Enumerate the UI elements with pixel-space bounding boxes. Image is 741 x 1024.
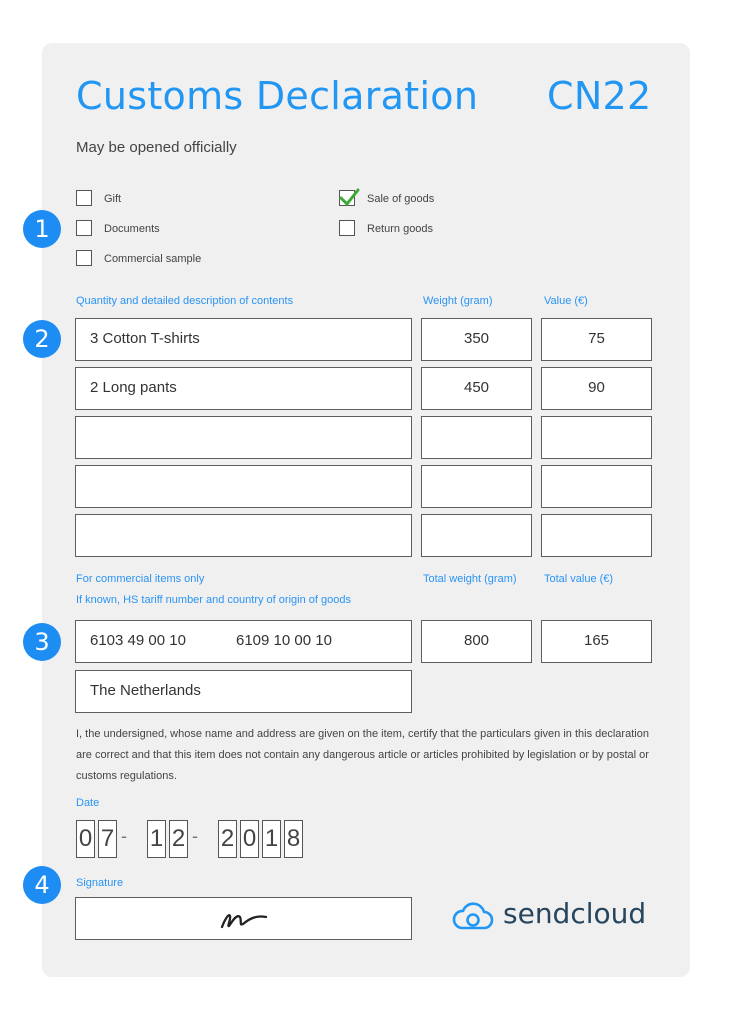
weight-header: Weight (gram) [423,295,493,307]
cloud-icon [451,900,495,932]
item-weight-field[interactable] [421,514,532,557]
step-badge-4: 4 [23,866,61,904]
item-weight-field[interactable]: 350 [421,318,532,361]
commercial-sample-checkbox[interactable] [76,250,92,266]
item-value-field[interactable] [541,465,652,508]
description-header: Quantity and detailed description of contents [76,295,294,307]
hs-tariff-field[interactable] [75,620,412,663]
item-value-field[interactable]: 90 [541,367,652,410]
date-digit[interactable]: 0 [240,820,259,858]
total-value-field[interactable]: 165 [541,620,652,663]
form-title: Customs Declaration [76,74,479,118]
item-weight-field[interactable]: 450 [421,367,532,410]
sale-of-goods-checkbox[interactable] [339,190,355,206]
item-description-field[interactable] [75,416,412,459]
item-description-field[interactable] [75,465,412,508]
item-value-field[interactable] [541,514,652,557]
date-digit[interactable]: 1 [147,820,166,858]
total-weight-field[interactable]: 800 [421,620,532,663]
signature-field[interactable] [75,897,412,940]
customs-form-card [42,43,690,977]
item-description-field[interactable]: 3 Cotton T-shirts [75,318,412,361]
total-weight-header: Total weight (gram) [423,573,517,585]
gift-label: Gift [104,193,122,205]
commercial-items-label: For commercial items only [76,573,205,585]
return-goods-label: Return goods [367,223,434,235]
date-digit[interactable]: 7 [98,820,117,858]
value-header: Value (€) [544,295,588,307]
total-value-header: Total value (€) [544,573,614,585]
documents-label: Documents [104,223,160,235]
form-code: CN22 [547,74,652,118]
date-digit[interactable]: 0 [76,820,95,858]
item-weight-field[interactable] [421,416,532,459]
date-digit[interactable]: 1 [262,820,281,858]
date-separator: - [192,826,198,846]
country-of-origin-field[interactable]: The Netherlands [75,670,412,713]
form-subtitle: May be opened officially [76,139,237,156]
item-description-field[interactable] [75,514,412,557]
gift-checkbox[interactable] [76,190,92,206]
documents-checkbox[interactable] [76,220,92,236]
checkmark-icon [337,185,361,209]
signature-label: Signature [76,877,124,889]
sendcloud-logo: sendcloud [503,897,647,930]
hs-code-1: 6103 49 00 10 [90,632,186,649]
commercial-sample-label: Commercial sample [104,253,202,265]
hs-code-2: 6109 10 00 10 [236,632,332,649]
item-value-field[interactable] [541,416,652,459]
item-value-field[interactable]: 75 [541,318,652,361]
date-digit[interactable]: 2 [169,820,188,858]
item-weight-field[interactable] [421,465,532,508]
item-description-field[interactable]: 2 Long pants [75,367,412,410]
return-goods-checkbox[interactable] [339,220,355,236]
declaration-text: I, the undersigned, whose name and address are given on the item, certify that the particulars given in this declaration are correct and that this item does not contain any dangerous article or articles prohibited by legislation or by postal or customs regulations. [76,728,649,782]
sale-of-goods-label: Sale of goods [367,193,435,205]
date-digit[interactable]: 2 [218,820,237,858]
hs-tariff-label: If known, HS tariff number and country of origin of goods [76,594,351,606]
handwritten-signature [216,906,276,932]
date-label: Date [76,797,100,809]
step-badge-2: 2 [23,320,61,358]
step-badge-3: 3 [23,623,61,661]
step-badge-1: 1 [23,210,61,248]
date-digit[interactable]: 8 [284,820,303,858]
date-separator: - [121,826,127,846]
